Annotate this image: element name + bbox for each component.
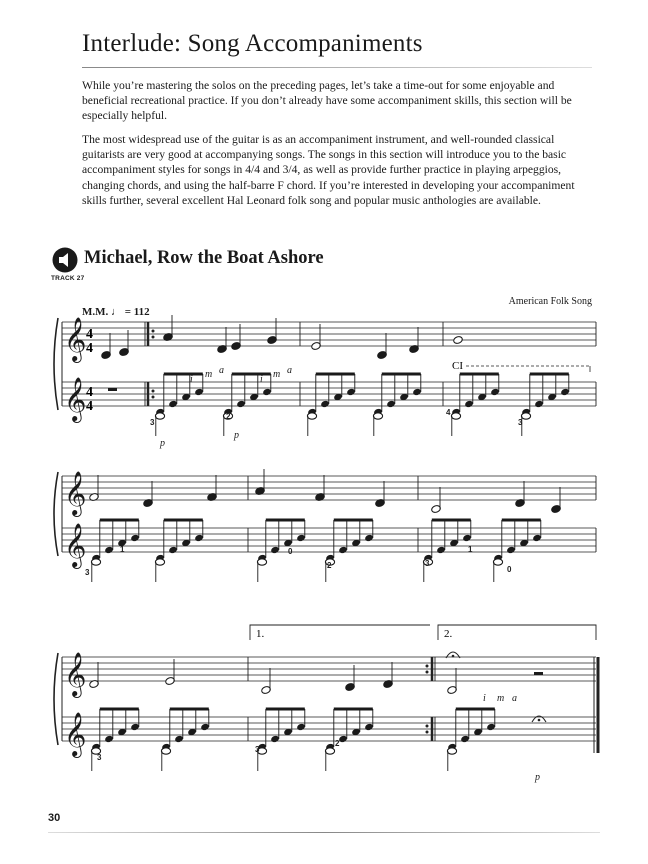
finger-number: 0 bbox=[288, 547, 293, 556]
note-head bbox=[270, 546, 280, 554]
fingering-p: p bbox=[160, 438, 165, 449]
treble-clef: 𝄞 bbox=[64, 712, 87, 756]
fingering-i: i bbox=[190, 374, 193, 385]
note-head bbox=[386, 400, 396, 408]
finger-number: 3 bbox=[255, 745, 260, 754]
finger-number: 3 bbox=[85, 568, 90, 577]
note-head bbox=[364, 534, 374, 542]
treble-clef: 𝄞 bbox=[64, 523, 87, 567]
half-rest bbox=[108, 388, 117, 391]
note-head bbox=[462, 534, 472, 542]
note-head bbox=[486, 723, 496, 731]
note-head bbox=[194, 534, 204, 542]
note-head bbox=[506, 546, 516, 554]
track-label: TRACK 27 bbox=[51, 275, 85, 282]
note-head bbox=[104, 546, 114, 554]
fingering-m: m bbox=[273, 369, 281, 380]
note-head bbox=[464, 400, 474, 408]
note-head bbox=[490, 388, 500, 396]
intro-paragraph-1: While you’re mastering the solos on the preceding pages, let’s take a time-out for some enjoyable and beneficial recreational practice. If you don’t already have some accompaniment skills, this section will be especially helpful. bbox=[82, 79, 572, 123]
time-signature-bottom-1: 4 bbox=[86, 341, 93, 356]
finger-number: 3 bbox=[97, 753, 102, 762]
time-signature-bottom-2: 4 bbox=[86, 399, 93, 414]
note-head bbox=[534, 400, 544, 408]
system-bracket bbox=[54, 472, 58, 556]
treble-clef: 𝄞 bbox=[64, 471, 87, 515]
half-rest bbox=[534, 672, 543, 675]
finger-number: 2 bbox=[327, 561, 332, 570]
note-head bbox=[104, 735, 114, 743]
time-signature-top-1: 4 bbox=[86, 327, 93, 342]
system-bracket bbox=[54, 318, 58, 410]
note-head bbox=[532, 534, 542, 542]
first-ending-label: 1. bbox=[256, 628, 265, 640]
composer-credit: American Folk Song bbox=[508, 296, 592, 307]
page-title: Interlude: Song Accompaniments bbox=[82, 30, 423, 57]
fingering-a: a bbox=[287, 365, 292, 376]
finger-number: 3 bbox=[425, 559, 430, 568]
finger-number: 3 bbox=[518, 418, 523, 427]
song-title: Michael, Row the Boat Ashore bbox=[84, 248, 324, 268]
note-head bbox=[236, 400, 246, 408]
fingering-i: i bbox=[260, 374, 263, 385]
finger-number: 2 bbox=[226, 412, 231, 421]
note-head bbox=[320, 400, 330, 408]
finger-number: 1 bbox=[468, 545, 473, 554]
second-ending-label: 2. bbox=[444, 628, 453, 640]
fingering-p: p bbox=[234, 430, 239, 441]
note-head bbox=[130, 723, 140, 731]
note-head bbox=[296, 723, 306, 731]
tempo-marking: M.M. ♩ = 112 bbox=[82, 306, 150, 318]
note-head bbox=[296, 534, 306, 542]
fingering-m: m bbox=[205, 369, 213, 380]
treble-clef: 𝄞 bbox=[64, 377, 87, 421]
note-head bbox=[560, 388, 570, 396]
finger-number: 3 bbox=[150, 418, 155, 427]
intro-paragraph-2: The most widespread use of the guitar is as an accompaniment instrument, and well-rounded classical guitarists are very good at accompanying songs. The songs in this section will introduce you to the basic accompaniment styles for songs in 4/4 and 3/4, as well as provide further practice in playing arpeggios, changing chords, and using the half-barre F chord. If you’re interested in developing your accompaniment skills further, several excellent Hal Leonard folk song and popular music anthologies are available. bbox=[82, 133, 575, 207]
note-head bbox=[338, 735, 348, 743]
finger-number: 2 bbox=[335, 739, 340, 748]
bottom-rule bbox=[48, 832, 600, 833]
note-head bbox=[453, 335, 463, 344]
finger-number: 4 bbox=[446, 408, 451, 417]
note-head bbox=[130, 534, 140, 542]
note-head bbox=[174, 735, 184, 743]
page-number: 30 bbox=[48, 812, 61, 824]
note-head bbox=[168, 546, 178, 554]
note-head bbox=[200, 723, 210, 731]
fingering-a: a bbox=[512, 693, 517, 704]
fingering-m: m bbox=[497, 693, 505, 704]
note-head bbox=[338, 546, 348, 554]
system-bracket bbox=[54, 653, 58, 745]
fingering-a: a bbox=[219, 365, 224, 376]
time-signature-top-2: 4 bbox=[86, 385, 93, 400]
note-head bbox=[194, 388, 204, 396]
note-head bbox=[460, 735, 470, 743]
note-head bbox=[412, 388, 422, 396]
note-head bbox=[168, 400, 178, 408]
treble-clef: 𝄞 bbox=[64, 317, 87, 361]
fingering-i: i bbox=[483, 693, 486, 704]
finger-number: 1 bbox=[120, 545, 125, 554]
note-head bbox=[262, 388, 272, 396]
clefs bbox=[64, 317, 86, 758]
treble-clef: 𝄞 bbox=[64, 652, 87, 696]
barre-marking: CI bbox=[452, 360, 463, 372]
note-head bbox=[364, 723, 374, 731]
note-head bbox=[270, 735, 280, 743]
note-head bbox=[346, 388, 356, 396]
note-head bbox=[436, 546, 446, 554]
finger-number: 0 bbox=[507, 565, 512, 574]
fingering-p: p bbox=[535, 772, 540, 783]
